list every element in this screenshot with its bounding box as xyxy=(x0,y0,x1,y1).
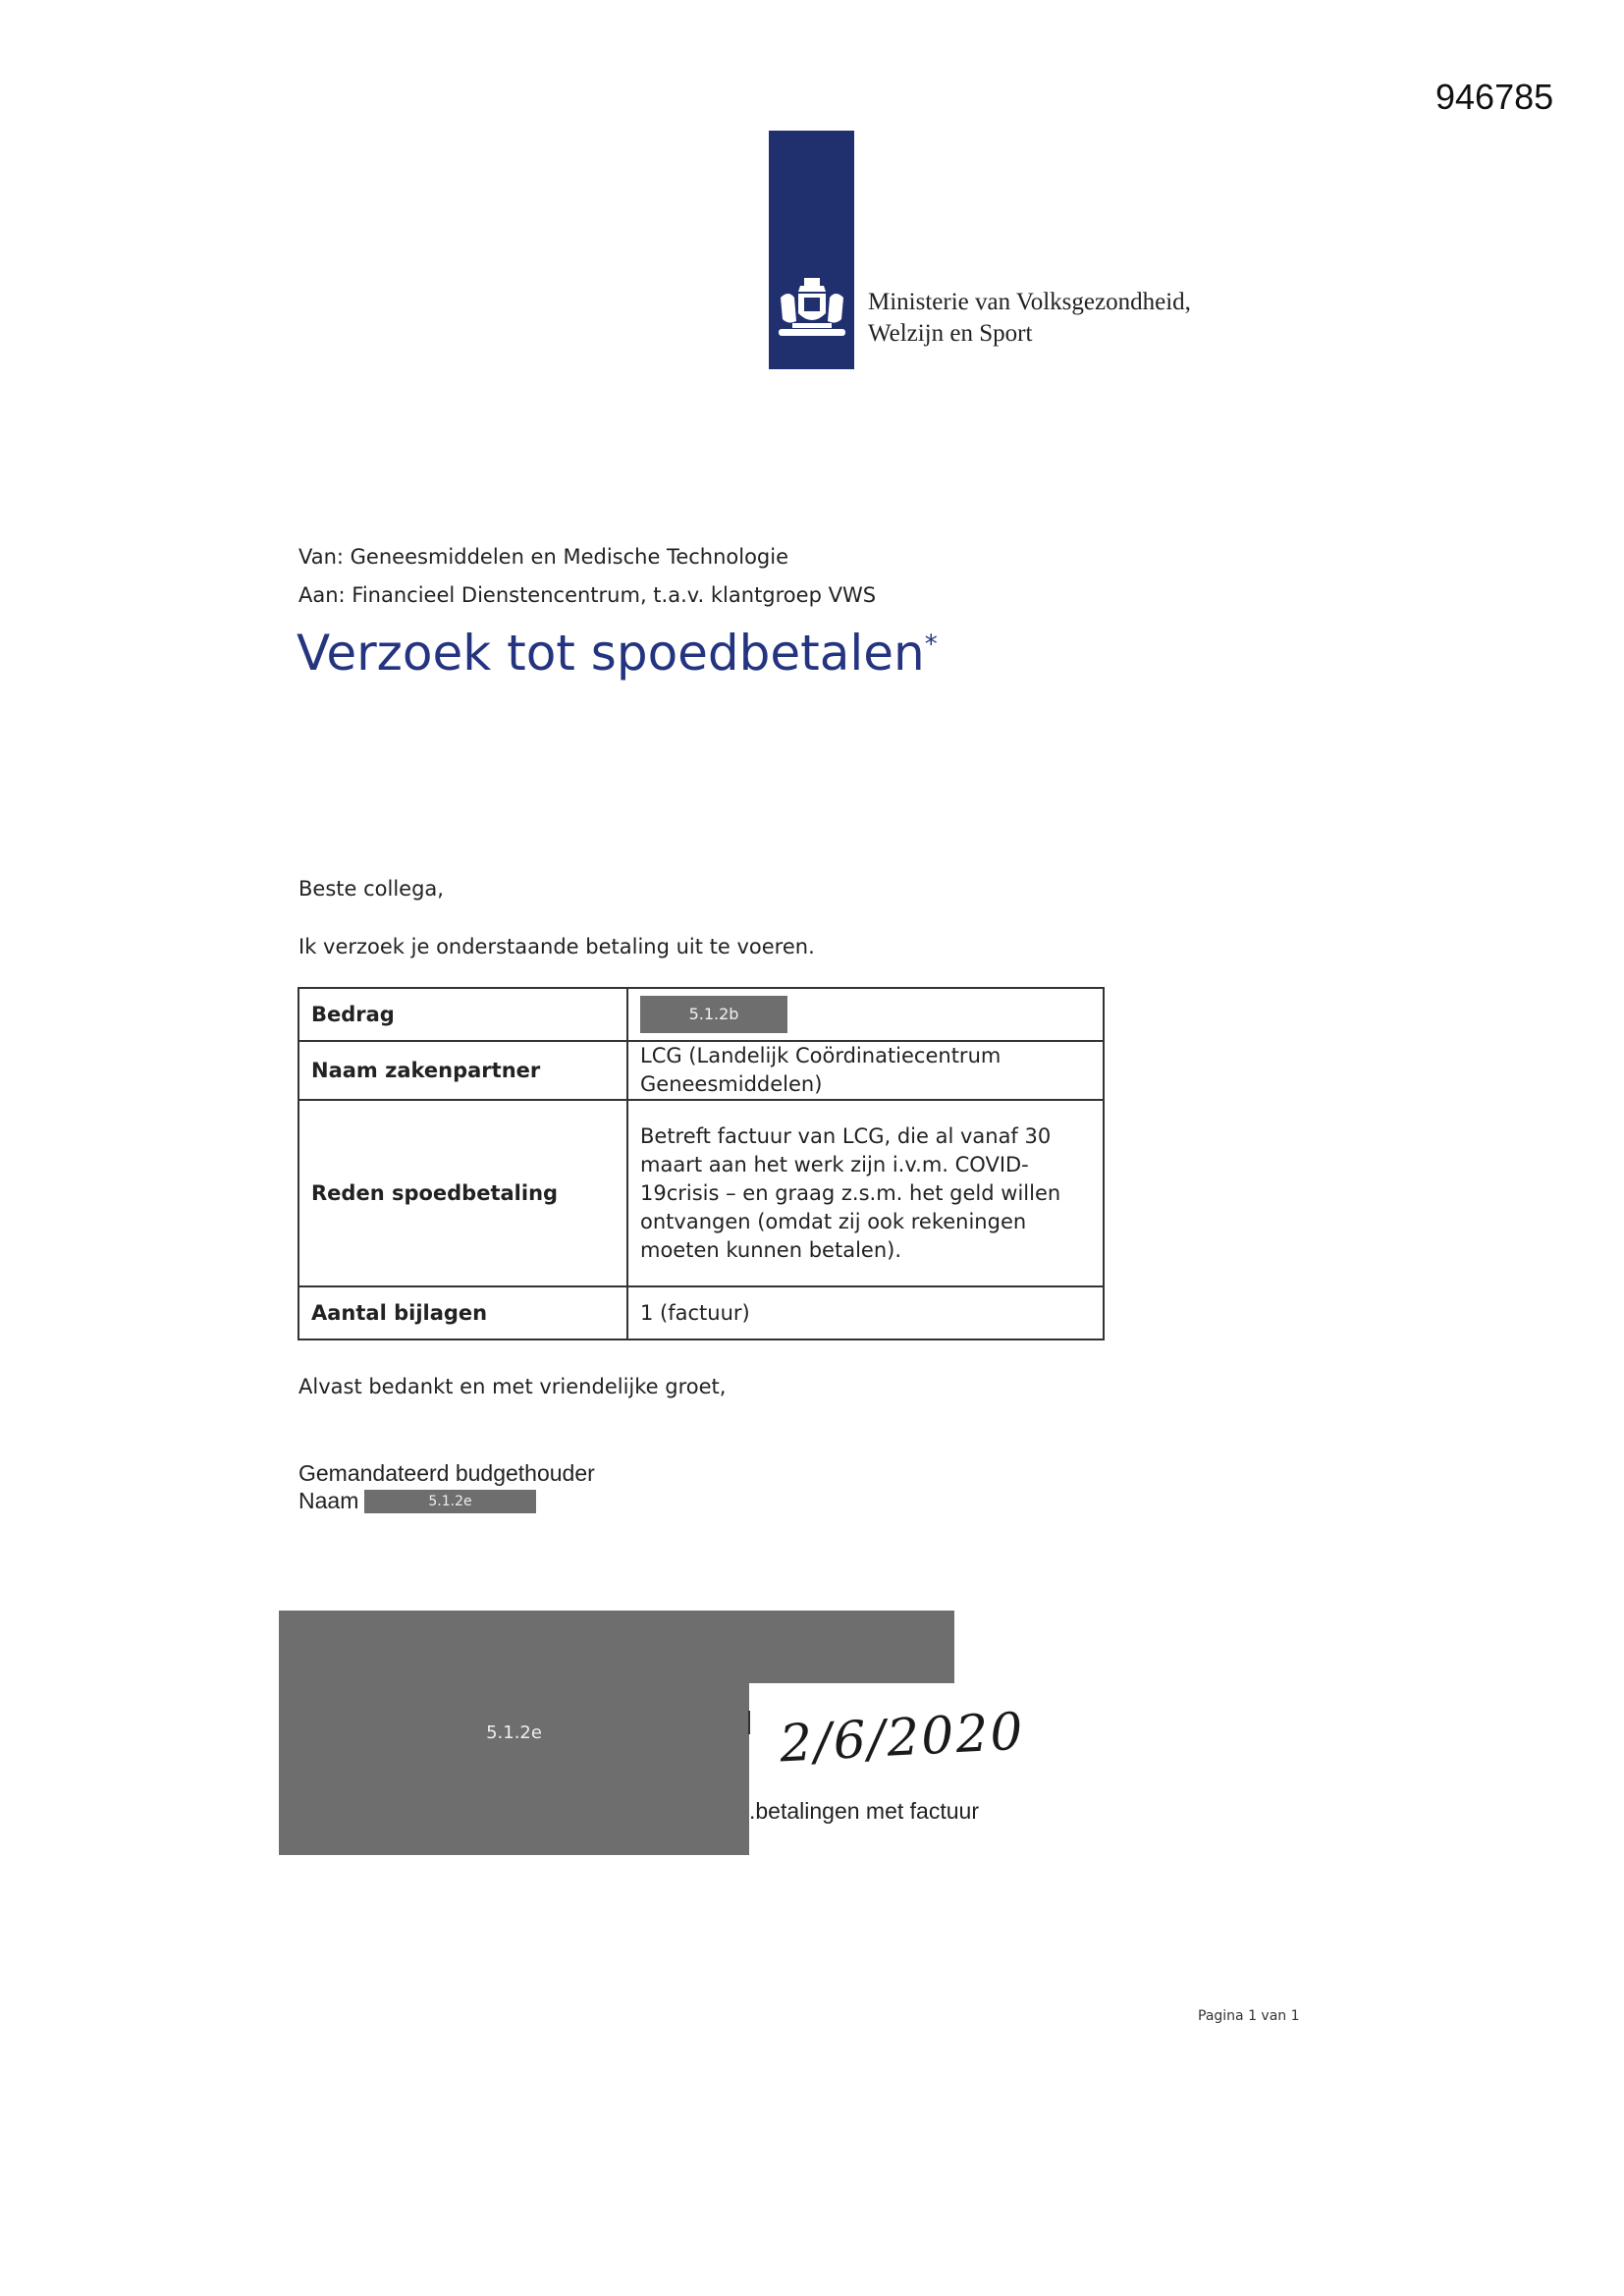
row-value-partner: LCG (Landelijk Coördinatiecentrum Geneesmiddelen) xyxy=(627,1041,1104,1100)
from-line: Van: Geneesmiddelen en Medische Technologie xyxy=(298,545,789,569)
redaction-signature-top xyxy=(279,1611,954,1683)
payment-table xyxy=(298,987,1105,1340)
table-row xyxy=(298,1286,1104,1339)
title-mark: * xyxy=(924,629,938,660)
redaction-name: 5.1.2e xyxy=(364,1490,536,1513)
closing-text: Alvast bedankt en met vriendelijke groet, xyxy=(298,1375,727,1398)
redaction-signature-label: 5.1.2e xyxy=(486,1722,542,1743)
header-meta xyxy=(298,538,876,615)
document-number: 946785 xyxy=(1435,77,1554,117)
ministry-name xyxy=(868,287,1191,350)
greeting: Beste collega, xyxy=(298,877,444,901)
partial-note: betalingen met factuur. xyxy=(749,1798,979,1824)
tick-mark xyxy=(748,1711,750,1734)
intro-text: Ik verzoek je onderstaande betaling uit te voeren. xyxy=(298,935,815,958)
crest-icon xyxy=(775,276,849,343)
table-row xyxy=(298,988,1104,1041)
redaction-amount: 5.1.2b xyxy=(640,996,787,1033)
row-value-attachments: 1 (factuur) xyxy=(627,1286,1104,1339)
row-label-amount: Bedrag xyxy=(298,988,627,1041)
to-line: Aan: Financieel Dienstencentrum, t.a.v. klantgroep VWS xyxy=(298,583,877,607)
row-value-amount xyxy=(627,988,1104,1041)
page-footer: Pagina 1 van 1 xyxy=(1198,2008,1300,2024)
handwritten-date: 2/6/2020 xyxy=(778,1702,1026,1775)
name-label: Naam xyxy=(298,1488,359,1513)
table-row xyxy=(298,1041,1104,1100)
row-label-attachments: Aantal bijlagen xyxy=(298,1286,627,1339)
row-label-reason: Reden spoedbetaling xyxy=(298,1100,627,1286)
row-value-reason: Betreft factuur van LCG, die al vanaf 30 maart aan het werk zijn i.v.m. COVID-19crisis – en graag z.s.m. het geld willen ontvangen (omdat zij ook rekeningen moeten kunnen betalen). xyxy=(627,1100,1104,1286)
signatory-role: Gemandateerd budgethouder xyxy=(298,1460,595,1486)
ministry-line1: Ministerie van Volksgezondheid, xyxy=(868,289,1191,315)
title-text: Verzoek tot spoedbetalen xyxy=(297,625,925,682)
row-label-partner: Naam zakenpartner xyxy=(298,1041,627,1100)
logo-bar xyxy=(769,131,854,369)
table-row xyxy=(298,1100,1104,1286)
page-title xyxy=(297,625,938,682)
redaction-signature xyxy=(279,1683,749,1855)
ministry-line2: Welzijn en Sport xyxy=(868,320,1033,347)
